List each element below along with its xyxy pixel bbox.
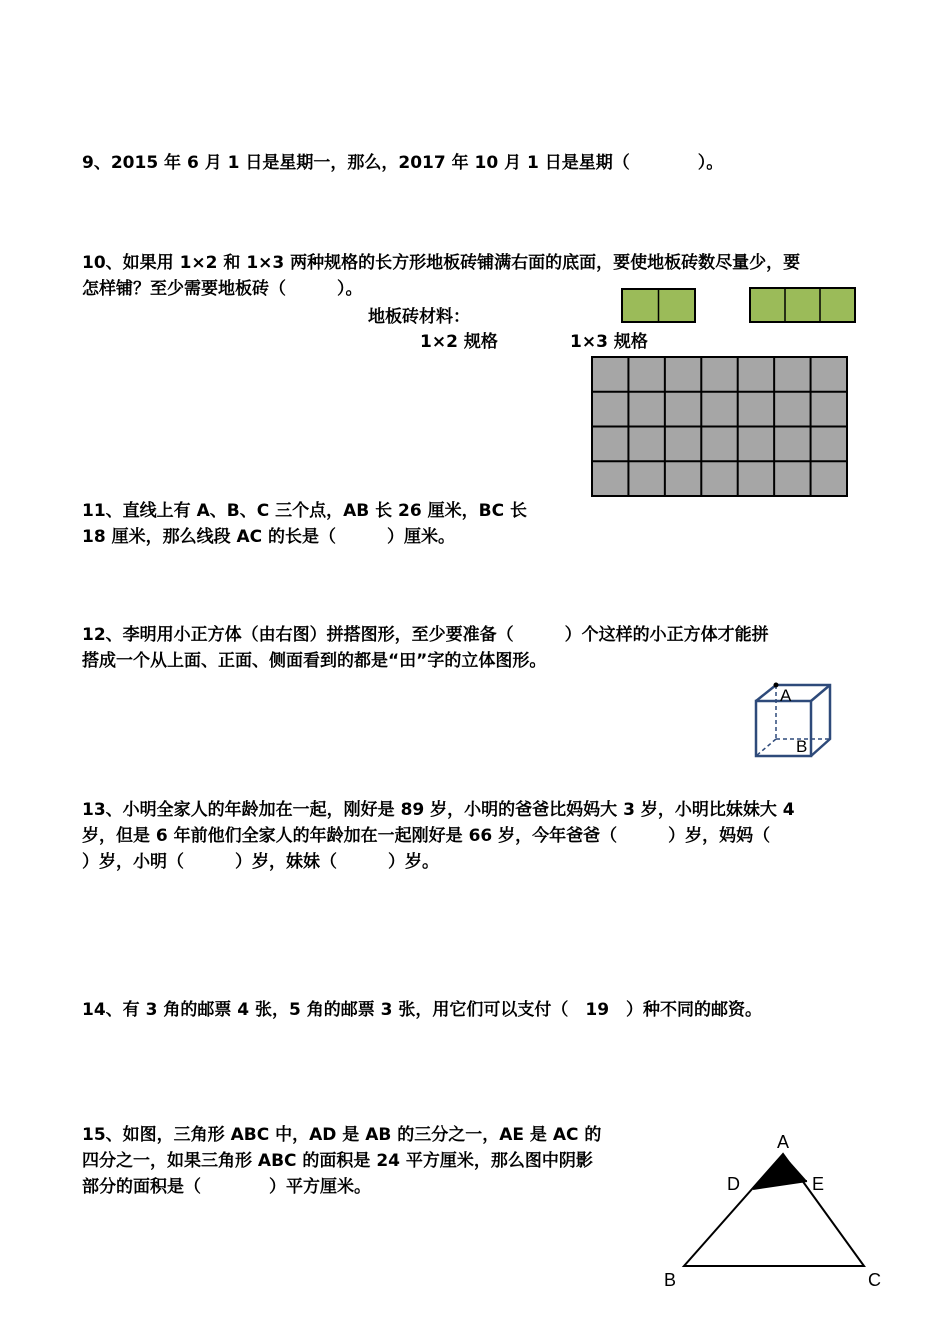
tile-1x2-image [621,288,697,324]
question-12-line-2: 搭成一个从上面、正面、侧面看到的都是“田”字的立体图形。 [82,651,547,671]
triangle-figure [660,1128,900,1298]
question-11-line-1: 11、直线上有 A、B、C 三个点，AB 长 26 厘米，BC 长 [82,501,527,521]
vertex-label-b: B [664,1270,677,1290]
question-13-line-2: 岁，但是 6 年前他们全家人的年龄加在一起刚好是 66 岁，今年爸爸（ ）岁，妈妈（ [82,826,771,846]
question-10-line-1: 10、如果用 1×2 和 1×3 两种规格的长方形地板砖铺满右面的底面，要使地板砖数尽量少，要 [82,253,801,273]
cube-figure [752,682,836,762]
question-15-line-2: 四分之一，如果三角形 ABC 的面积是 24 平方厘米，那么图中阴影 [82,1151,593,1171]
vertex-label-c: C [868,1270,881,1290]
cube-label-a: A [780,686,792,705]
question-13-line-1: 13、小明全家人的年龄加在一起，刚好是 89 岁，小明的爸爸比妈妈大 3 岁，小明比妹妹大 4 [82,800,795,820]
floor-grid [591,356,849,498]
tile-1x2-label: 1×2 规格 [420,332,498,352]
tile-1x3-label: 1×3 规格 [570,332,648,352]
tile-materials-label: 地板砖材料： [368,307,470,327]
shaded-region [753,1154,807,1189]
question-15-line-1: 15、如图，三角形 ABC 中，AD 是 AB 的三分之一，AE 是 AC 的 [82,1125,602,1145]
vertex-label-d: D [727,1174,740,1194]
question-12-line-1: 12、李明用小正方体（由右图）拼搭图形，至少要准备（ ）个这样的小正方体才能拼 [82,625,769,645]
vertex-label-e: E [812,1174,825,1194]
question-15-line-3: 部分的面积是（ ）平方厘米。 [82,1177,371,1197]
question-10-line-2: 怎样铺？至少需要地板砖（ ）。 [82,279,363,299]
vertex-label-a: A [777,1132,790,1152]
cube-label-b: B [796,737,808,756]
question-13-line-3: ）岁，小明（ ）岁，妹妹（ ）岁。 [82,852,439,872]
question-14: 14、有 3 角的邮票 4 张，5 角的邮票 3 张，用它们可以支付（ 19 ）种不同的邮资。 [82,1000,763,1020]
tile-1x3-image [749,287,857,325]
question-9: 9、2015 年 6 月 1 日是星期一，那么，2017 年 10 月 1 日是星期（ ）。 [82,153,724,173]
question-11-line-2: 18 厘米，那么线段 AC 的长是（ ）厘米。 [82,527,456,547]
